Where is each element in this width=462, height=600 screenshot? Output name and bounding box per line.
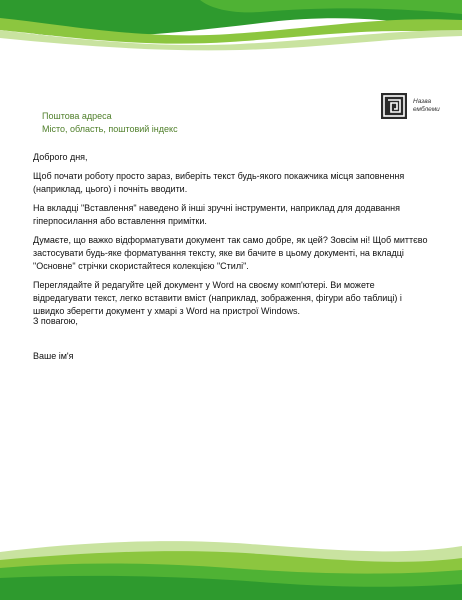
- closing[interactable]: З повагою,: [33, 316, 78, 326]
- letter-body: [33, 151, 433, 324]
- address-line-city[interactable]: Місто, область, поштовий індекс: [42, 123, 178, 134]
- signature-name[interactable]: Ваше ім'я: [33, 351, 74, 361]
- body-paragraph[interactable]: Переглядайте й редагуйте цей документ у Word на своєму комп'ютері. Ви можете відредагувати текст, легко вставити вміст (наприклад, зображення, фігури або таблиці) і швидко зберегти документ у хмарі з Word на пристрої Windows.: [33, 280, 402, 316]
- body-paragraph[interactable]: На вкладці "Вставлення" наведено й інші зручні інструменти, наприклад для додавання гіперпосилання або вставлення примітки.: [33, 203, 400, 226]
- body-paragraph[interactable]: Щоб почати роботу просто зараз, виберіть текст будь-якого покажчика місця заповнення (наприклад, цього) і почніть вводити.: [33, 171, 405, 194]
- header-wave-decoration: [0, 0, 462, 52]
- body-paragraph[interactable]: Думаєте, що важко відформатувати документ так само добре, як цей? Зовсім ні! Щоб миттєво застосувати будь-яке форматування тексту, яке ви бачите в цьому документі, на вкладці "Основне" стрічки скористайтеся колекцією "Стилі".: [33, 235, 428, 271]
- footer-wave-decoration: [0, 532, 462, 600]
- maze-logo-icon: [381, 93, 407, 119]
- logo-name-text[interactable]: Назва емблеми: [413, 98, 440, 113]
- greeting[interactable]: Доброго дня,: [33, 152, 88, 162]
- address-line-street[interactable]: Поштова адреса: [42, 111, 112, 121]
- sender-address: [42, 110, 178, 135]
